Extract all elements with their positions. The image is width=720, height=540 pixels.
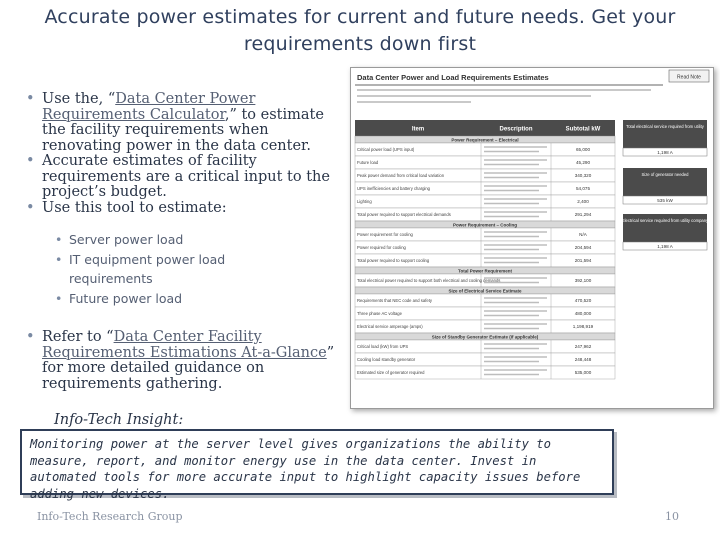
bullet-dot-icon: • xyxy=(26,329,35,345)
doc-table-row xyxy=(355,254,615,267)
doc-table-row xyxy=(355,195,615,208)
calculator-link[interactable]: Data Center Power Requirements Calculator xyxy=(42,91,256,123)
insight-text: Monitoring power at the server level gives organizations the ability to measure, report, and monitor energy use in the data center. Invest in automated tools for more accurate input to highlight capacity issues before adding new devices. xyxy=(30,437,581,501)
doc-row-item: Future load xyxy=(357,160,379,165)
doc-header-cell: Subtotal kW xyxy=(565,126,601,133)
doc-row-value: 54,075 xyxy=(575,186,591,191)
doc-row-item: Lighting xyxy=(357,199,372,204)
doc-row-item: Cooling load standby generator xyxy=(357,357,416,362)
refer-post: ” for more detailed guidance on requirements gathering. xyxy=(42,344,335,392)
doc-table-row xyxy=(355,156,615,169)
main-bullets xyxy=(26,92,341,216)
page-number: 10 xyxy=(665,510,679,523)
footer-brand: Info-Tech Research Group xyxy=(37,510,183,523)
doc-side-note-label: Total electrical service required from utility xyxy=(626,124,704,129)
bullet-dot-icon: • xyxy=(26,91,35,107)
sub-bullet xyxy=(55,230,295,250)
slide-title: Accurate power estimates for current and future needs. Get your requirements down first xyxy=(44,6,676,55)
doc-section-label: Power Requirement – Electrical xyxy=(451,137,519,143)
doc-title: Data Center Power and Load Requirements Estimates xyxy=(357,73,549,82)
doc-row-item: Estimated size of generator required xyxy=(357,370,425,375)
doc-table-row xyxy=(355,208,615,221)
doc-table-row xyxy=(355,366,615,379)
doc-table xyxy=(355,120,615,379)
doc-row-item: Power requirement for cooling xyxy=(357,232,413,237)
doc-table-row xyxy=(355,353,615,366)
doc-row-value: 248,448 xyxy=(574,357,592,362)
doc-section xyxy=(355,267,615,274)
doc-row-value: 291,294 xyxy=(574,212,592,217)
bullet-calculator-pre: Use the, “ xyxy=(42,91,116,107)
doc-row-value: 1,198,919 xyxy=(572,324,594,329)
at-a-glance-link[interactable]: Data Center Facility Requirements Estimations At-a-Glance xyxy=(42,329,327,361)
doc-section-label: Size of Standby Generator Estimate (if applicable) xyxy=(431,334,539,340)
doc-section-label: Power Requirement – Cooling xyxy=(452,222,518,228)
doc-row-value: 201,594 xyxy=(574,258,592,263)
doc-side-notes xyxy=(622,120,709,250)
doc-row-value: 535,000 xyxy=(574,370,592,375)
refer-bullet xyxy=(26,330,346,392)
doc-side-note-label: Size of generator needed xyxy=(641,172,689,177)
doc-row-item: Three phase AC voltage xyxy=(357,311,402,316)
refer-paragraph xyxy=(26,330,346,392)
doc-header-cell: Item xyxy=(411,126,425,133)
doc-table-row xyxy=(355,182,615,195)
doc-side-note-label: Electrical service required from utility company xyxy=(621,218,709,223)
bullet-calculator-post: ,” to estimate the facility requirements when renovating power in the data center. xyxy=(42,106,324,154)
doc-row-value: 340,320 xyxy=(574,173,592,178)
doc-row-item: Power required for cooling xyxy=(357,245,406,250)
doc-header-row xyxy=(355,120,615,136)
doc-table-row xyxy=(355,274,615,287)
bullet-estimates-text: Accurate estimates of facility requirements are a critical input to the project’s budget. xyxy=(42,153,330,200)
doc-header-cell: Description xyxy=(499,126,533,133)
sub-bullet xyxy=(55,250,295,289)
doc-side-note-value: 1,198 A xyxy=(657,150,673,155)
doc-row-value: 45,290 xyxy=(575,160,591,165)
doc-table-row xyxy=(355,228,615,241)
doc-side-note xyxy=(623,120,707,156)
bullet-dot-icon: • xyxy=(26,199,35,216)
doc-side-note xyxy=(623,168,707,204)
sub-bullet xyxy=(55,289,295,309)
doc-row-value: 65,000 xyxy=(575,147,591,152)
bullet-use-tool-text: Use this tool to estimate: xyxy=(42,199,227,216)
doc-row-item: Total power required to support cooling xyxy=(357,258,430,263)
doc-table-row xyxy=(355,307,615,320)
doc-row-item: Requirements that NEC code and safety xyxy=(357,298,432,303)
doc-table-row xyxy=(355,143,615,156)
doc-row-value: 392,100 xyxy=(574,278,592,283)
calculator-sheet xyxy=(351,68,713,408)
sub-bullet-text: Future power load xyxy=(69,290,183,306)
bullet-use-tool xyxy=(26,201,341,217)
calculator-screenshot xyxy=(350,67,714,409)
sub-bullets xyxy=(55,230,295,308)
doc-row-item: Total power required to support electrical demands xyxy=(357,212,451,217)
doc-section xyxy=(355,287,615,294)
doc-section xyxy=(355,136,615,143)
doc-row-item: Total electrical power required to support both electrical and cooling demands xyxy=(357,278,501,283)
doc-row-item: UPS inefficiencies and battery charging xyxy=(357,186,431,191)
doc-row-value: 2,400 xyxy=(577,199,589,204)
doc-table-row xyxy=(355,294,615,307)
read-note-label: Read Note xyxy=(677,74,701,81)
bullet-dot-icon: • xyxy=(55,232,63,247)
doc-row-item: Critical load (kW) from UPS xyxy=(357,344,409,349)
doc-section-label: Total Power Requirement xyxy=(458,268,512,274)
bullet-dot-icon: • xyxy=(55,290,63,306)
sub-bullet-text: Server power load xyxy=(69,232,184,247)
doc-section-label: Size of Electrical Service Estimate xyxy=(448,288,522,294)
doc-side-note-value: 1,198 A xyxy=(657,244,673,249)
doc-table-row xyxy=(355,340,615,353)
doc-section xyxy=(355,333,615,340)
doc-table-row xyxy=(355,241,615,254)
bullet-dot-icon: • xyxy=(26,153,35,169)
doc-section xyxy=(355,221,615,228)
bullet-estimates xyxy=(26,154,341,201)
doc-row-item: Electrical service amperage (amps) xyxy=(357,324,423,329)
doc-row-value: 470,520 xyxy=(574,298,592,303)
doc-row-value: N/A xyxy=(579,232,587,237)
refer-pre: Refer to “ xyxy=(42,329,114,345)
doc-side-note-value: 535 kW xyxy=(657,198,673,203)
doc-side-note xyxy=(622,214,709,250)
insight-label: Info-Tech Insight: xyxy=(50,412,187,428)
doc-table-row xyxy=(355,169,615,182)
doc-table-row xyxy=(355,320,615,333)
doc-row-value: 480,000 xyxy=(574,311,592,316)
doc-row-value: 204,594 xyxy=(574,245,592,250)
doc-row-value: 247,962 xyxy=(574,344,592,349)
bullet-calculator xyxy=(26,92,341,154)
doc-row-item: Peak power demand from critical load variation xyxy=(357,173,445,178)
bullet-dot-icon: • xyxy=(55,251,63,267)
doc-row-item: Critical power load (UPS input) xyxy=(357,147,415,152)
sub-bullet-text: IT equipment power load requirements xyxy=(69,251,226,287)
